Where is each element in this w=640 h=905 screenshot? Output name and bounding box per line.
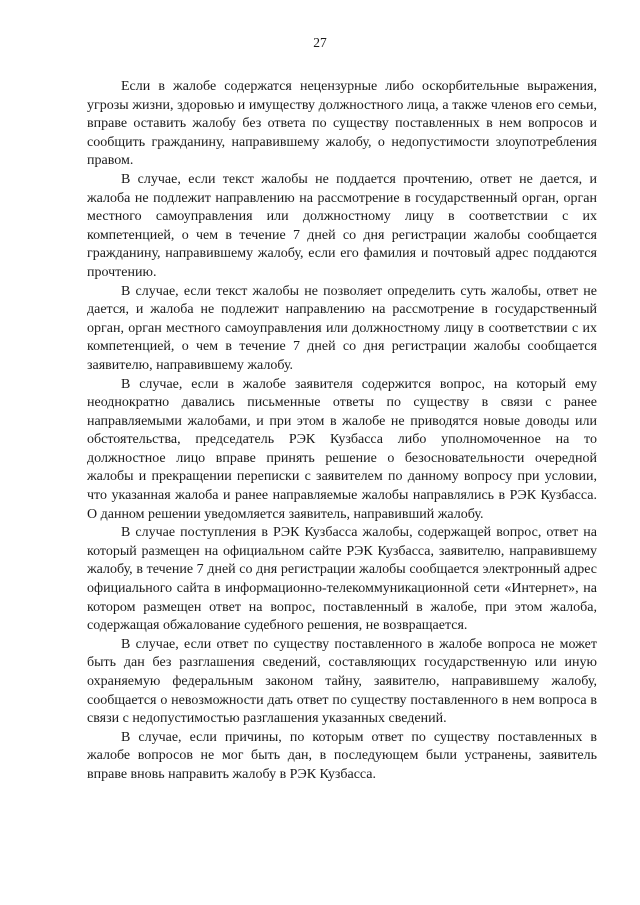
page-number: 27 xyxy=(313,35,327,50)
paragraph-classified-information: В случае, если ответ по существу поставленного в жалобе вопроса не может быть дан без разглашения сведений, составляющих государственную или иную охраняемую федеральным законом тайну, заявителю, направившему жалобу, сообщается о невозможности дать ответ по существу поставленного в нем вопроса в связи с недопустимостью разглашения указанных сведений. xyxy=(87,636,597,727)
paragraph-repeated-question: В случае, если в жалобе заявителя содержится вопрос, на который ему неоднократно давались письменные ответы по существу в связи с ранее направляемыми жалобами, и при этом в жалобе не приводятся новые доводы или обстоятельства, председатель РЭК Кузбасса либо уполномоченное на то должностное лицо вправе принять решение о безосновательности очередной жалобы и прекращении переписки с заявителем по данному вопросу при условии, что указанная жалоба и ранее направляемые жалобы направлялись в РЭК Кузбасса. О данном решении уведомляется заявитель, направивший жалобу. xyxy=(87,376,597,522)
paragraph-undeterminable-essence: В случае, если текст жалобы не позволяет определить суть жалобы, ответ не дается, и жалоба не подлежит направлению на рассмотрение в государственный орган, орган местного самоуправления или должностному лицу в соответствии с их компетенцией, о чем в течение 7 дней со дня регистрации жалобы сообщается заявителю, направившему жалобу. xyxy=(87,283,597,373)
paragraph-resubmission: В случае, если причины, по которым ответ по существу поставленных в жалобе вопросов не мог быть дан, в последующем были устранены, заявитель вправе вновь направить жалобу в РЭК Кузбасса. xyxy=(87,729,597,782)
paragraph-answer-on-website: В случае поступления в РЭК Кузбасса жалобы, содержащей вопрос, ответ на который размещен на официальном сайте РЭК Кузбасса, заявителю, направившему жалобу, в течение 7 дней со дня регистрации жалобы сообщается электронный адрес официального сайта в информационно-телекоммуникационной сети «Интернет», на котором размещен ответ на вопрос, поставленный в жалобе, при этом жалоба, содержащая обжалование судебного решения, не возвращается. xyxy=(87,525,597,634)
paragraph-obscene-language: Если в жалобе содержатся нецензурные либо оскорбительные выражения, угрозы жизни, здоровью и имуществу должностного лица, а также членов его семьи, вправе оставить жалобу без ответа по существу поставленных в нем вопросов и сообщить гражданину, направившему жалобу, о недопустимости злоупотребления правом. xyxy=(87,79,597,169)
paragraph-unreadable-text: В случае, если текст жалобы не поддается прочтению, ответ не дается, и жалоба не подлежит направлению на рассмотрение в государственный орган, орган местного самоуправления или должностному лицу в соответствии с их компетенцией, о чем в течение 7 дней со дня регистрации жалобы сообщается гражданину, направившему жалобу, если его фамилия и почтовый адрес поддаются прочтению. xyxy=(87,171,597,280)
body-text xyxy=(87,78,597,785)
